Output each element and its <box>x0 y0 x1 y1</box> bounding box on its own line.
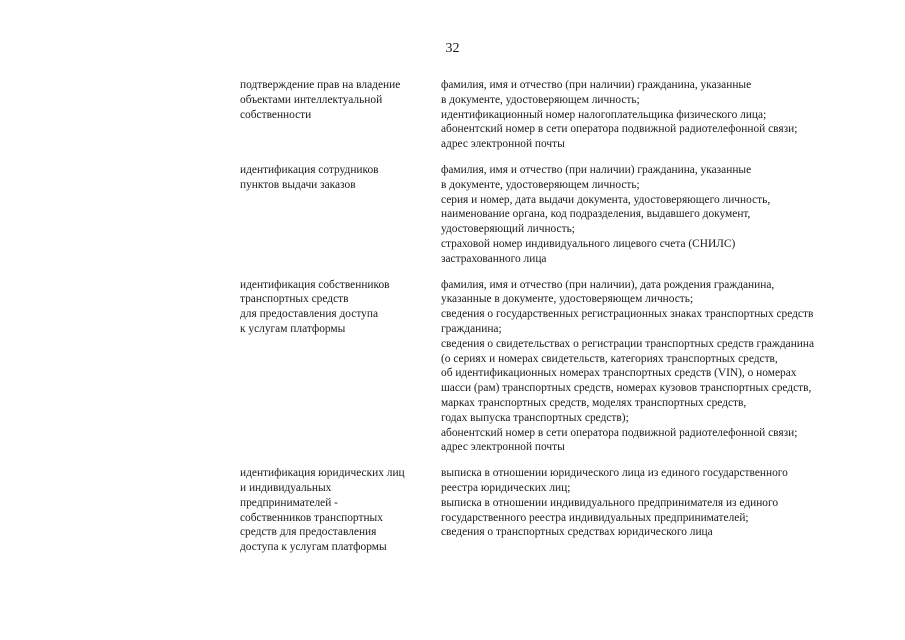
data-line: государственного реестра индивидуальных предпринимателей; <box>441 511 749 524</box>
data-line: абонентский номер в сети оператора подвижной радиотелефонной связи; <box>441 123 798 136</box>
purpose-line: к услугам платформы <box>240 322 346 335</box>
purpose-line: идентификация юридических лиц <box>240 467 405 480</box>
data-cell <box>441 278 880 456</box>
data-line: (о сериях и номерах свидетельств, категориях транспортных средств, <box>441 352 778 365</box>
data-line: марках транспортных средств, моделях транспортных средств, <box>441 396 747 409</box>
data-line: выписка в отношении юридического лица из единого государственного <box>441 467 788 480</box>
data-line: фамилия, имя и отчество (при наличии), дата рождения гражданина, <box>441 278 775 291</box>
table-row <box>240 78 880 152</box>
table-row <box>240 163 880 267</box>
purpose-line: транспортных средств <box>240 293 349 306</box>
purpose-line: для предоставления доступа <box>240 308 379 321</box>
purpose-cell <box>240 278 441 337</box>
data-line: наименование органа, код подразделения, выдавшего документ, <box>441 208 751 221</box>
purpose-line: собственности <box>240 108 312 121</box>
data-line: годах выпуска транспортных средств); <box>441 411 629 424</box>
purpose-line: пунктов выдачи заказов <box>240 178 356 191</box>
table-row <box>240 278 880 456</box>
data-cell <box>441 466 880 540</box>
document-table <box>240 78 880 555</box>
purpose-line: доступа к услугам платформы <box>240 541 387 554</box>
data-line: идентификационный номер налогоплательщика физического лица; <box>441 108 767 121</box>
data-line: абонентский номер в сети оператора подвижной радиотелефонной связи; <box>441 426 798 439</box>
purpose-line: и индивидуальных <box>240 481 332 494</box>
data-line: шасси (рам) транспортных средств, номерах кузовов транспортных средств, <box>441 382 812 395</box>
data-line: страховой номер индивидуального лицевого счета (СНИЛС) <box>441 237 736 250</box>
data-line: сведения о государственных регистрационных знаках транспортных средств <box>441 308 814 321</box>
purpose-cell <box>240 78 441 122</box>
data-line: реестра юридических лиц; <box>441 481 571 494</box>
purpose-line: предпринимателей - <box>240 496 338 509</box>
purpose-line: объектами интеллектуальной <box>240 93 383 106</box>
purpose-cell <box>240 466 441 555</box>
page-number: 32 <box>445 41 460 56</box>
purpose-cell <box>240 163 441 193</box>
data-line: указанные в документе, удостоверяющем личность; <box>441 293 694 306</box>
data-line: фамилия, имя и отчество (при наличии) гражданина, указанные <box>441 79 752 91</box>
purpose-line: средств для предоставления <box>240 526 377 539</box>
data-line: в документе, удостоверяющем личность; <box>441 178 640 191</box>
purpose-line: идентификация сотрудников <box>240 163 379 176</box>
data-line: об идентификационных номерах транспортных средств (VIN), о номерах <box>441 367 797 380</box>
table-row <box>240 466 880 555</box>
purpose-line: подтверждение прав на владение <box>240 79 401 91</box>
data-line: адрес электронной почты <box>441 138 565 151</box>
purpose-line: идентификация собственников <box>240 278 390 291</box>
data-line: фамилия, имя и отчество (при наличии) гражданина, указанные <box>441 163 752 176</box>
data-cell <box>441 163 880 267</box>
data-line: в документе, удостоверяющем личность; <box>441 93 640 106</box>
data-cell <box>441 78 880 152</box>
purpose-line: собственников транспортных <box>240 511 383 524</box>
data-line: сведения о транспортных средствах юридического лица <box>441 526 713 539</box>
data-line: серия и номер, дата выдачи документа, удостоверяющего личность, <box>441 193 771 206</box>
data-line: адрес электронной почты <box>441 441 565 454</box>
data-line: удостоверяющий личность; <box>441 223 575 236</box>
data-line: застрахованного лица <box>441 252 547 265</box>
data-line: гражданина; <box>441 322 502 335</box>
data-line: выписка в отношении индивидуального предпринимателя из единого <box>441 496 779 509</box>
data-line: сведения о свидетельствах о регистрации транспортных средств гражданина <box>441 337 815 350</box>
